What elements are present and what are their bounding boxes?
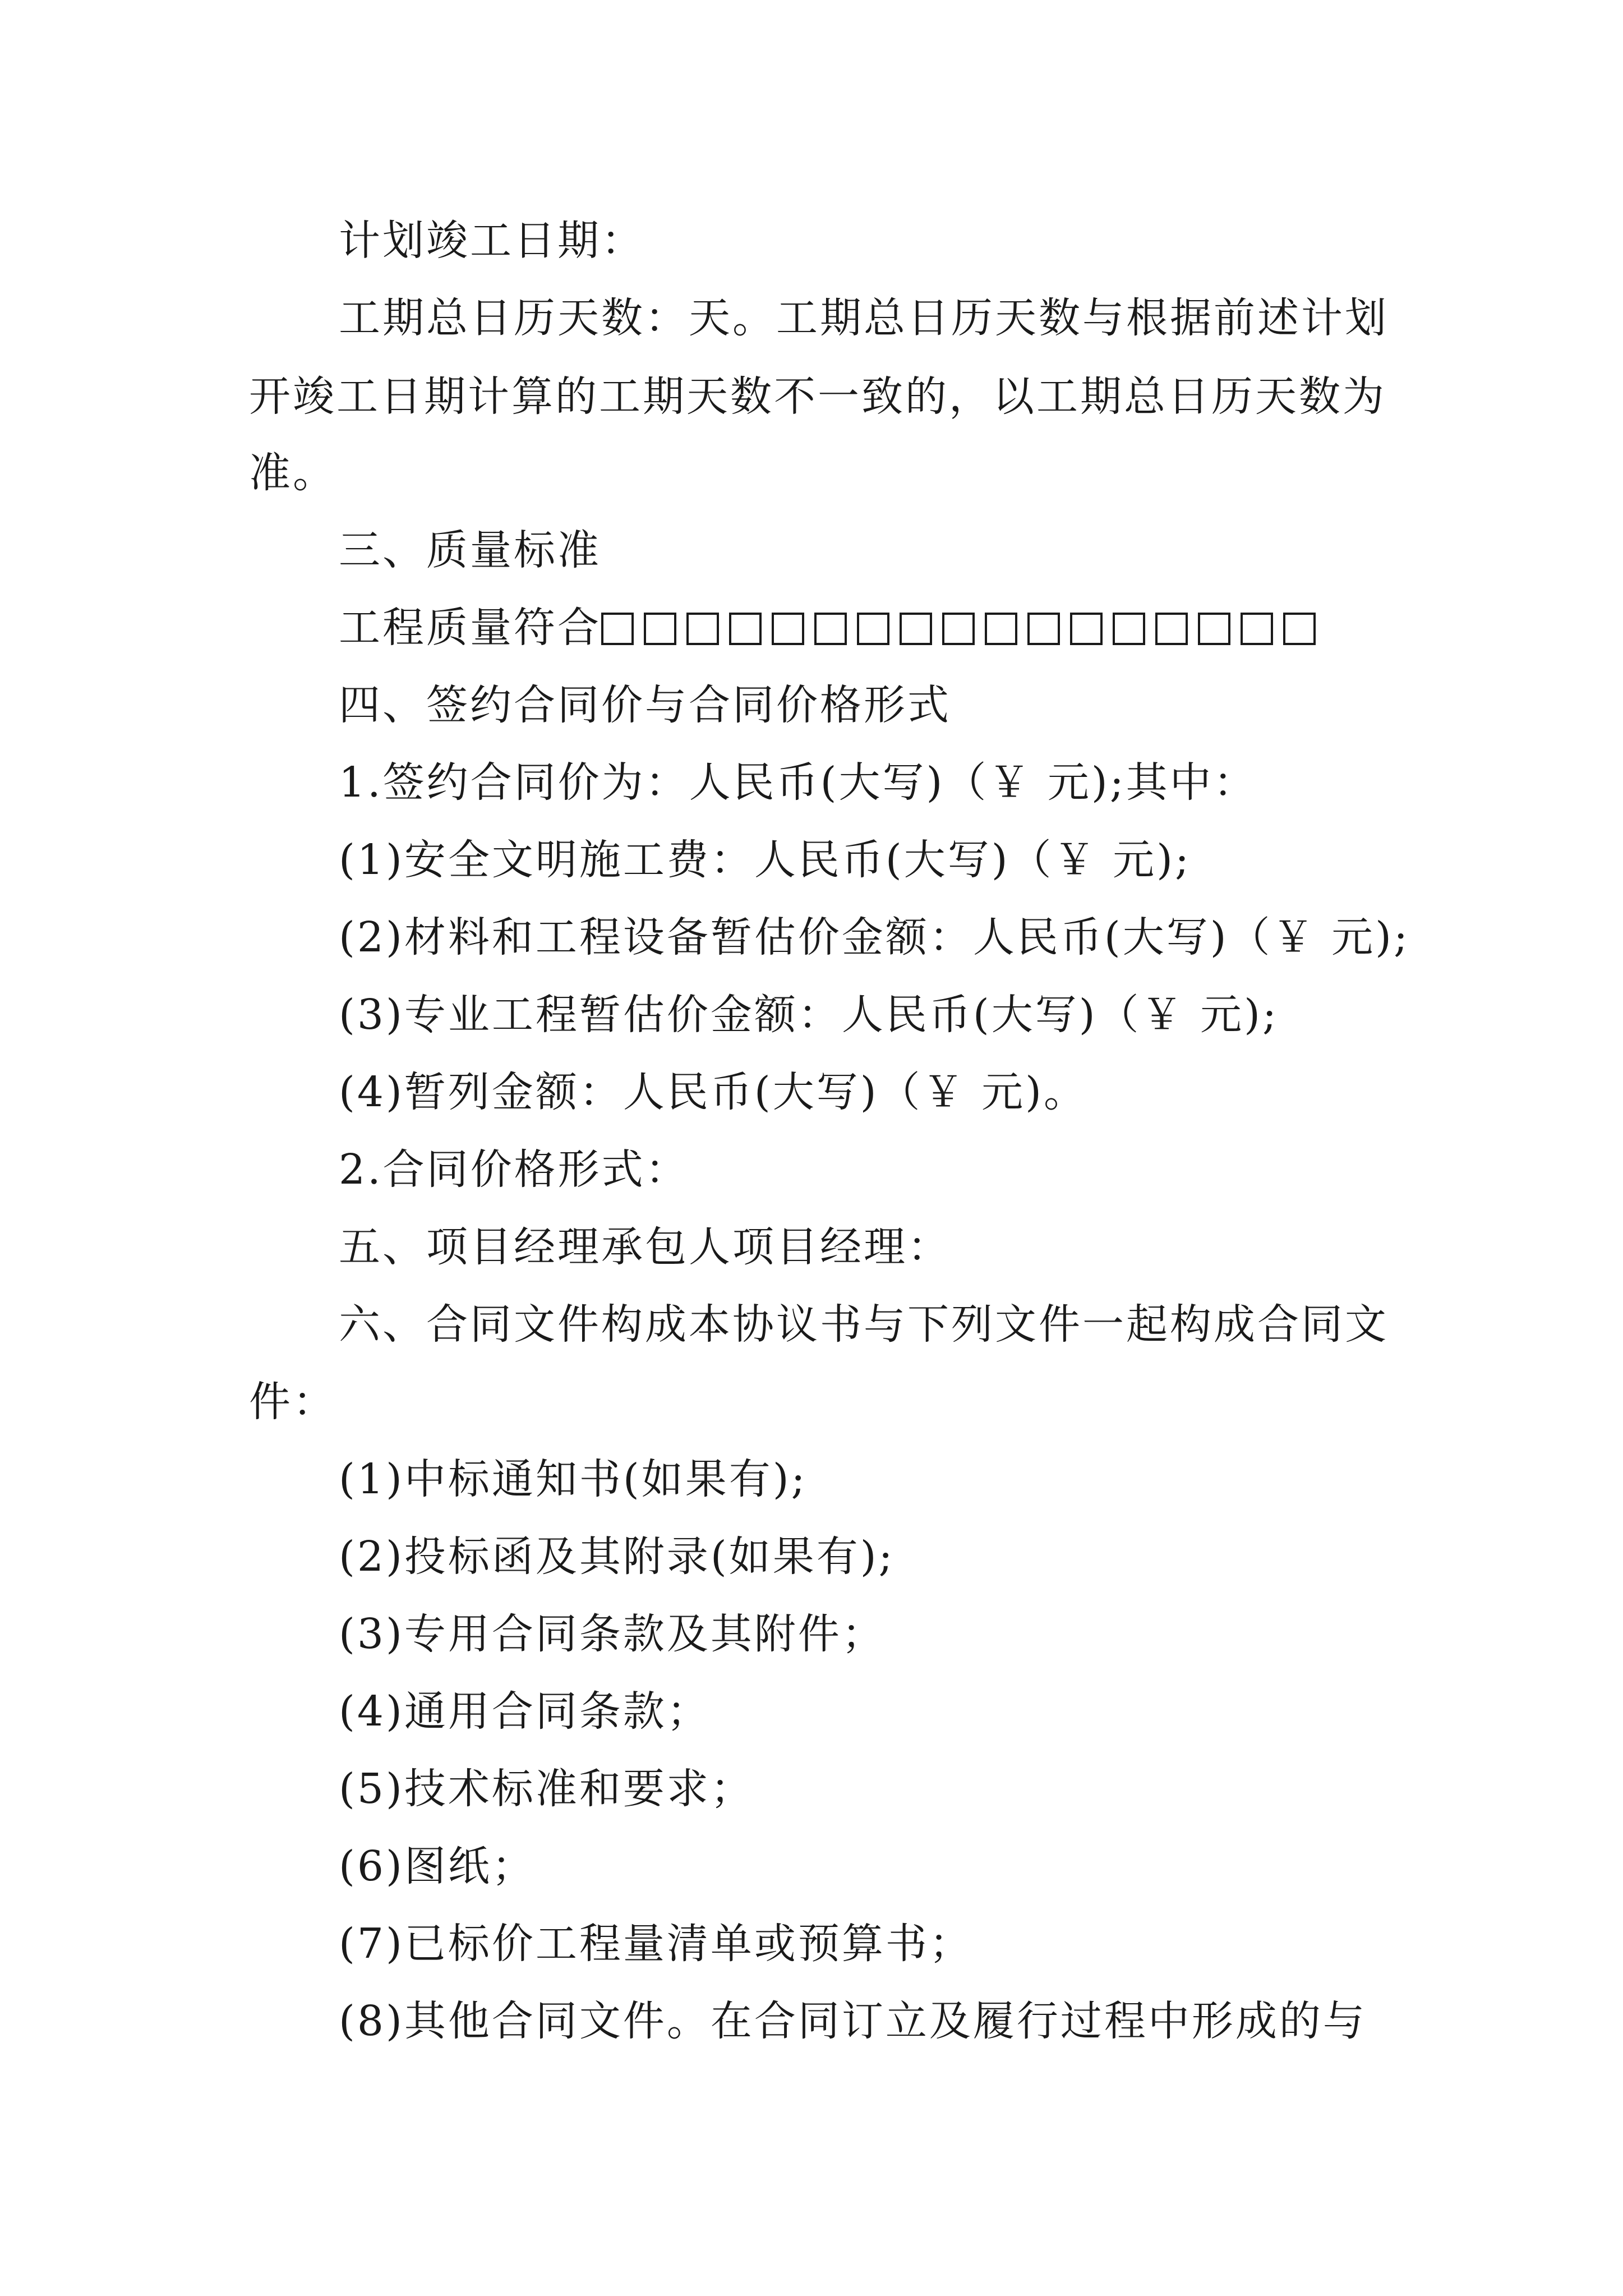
quality-blank-boxes xyxy=(601,607,1326,648)
blank-box xyxy=(601,613,634,645)
blank-box xyxy=(1198,613,1230,645)
text-line-contract-price: 1.签约合同价为：人民币(大写)（￥ 元);其中： xyxy=(339,758,1257,807)
blank-box xyxy=(857,613,889,645)
text-line-days-end: 准。 xyxy=(249,449,336,497)
blank-box xyxy=(900,613,932,645)
list-item-award-notice: (1)中标通知书(如果有); xyxy=(339,1455,808,1503)
blank-box xyxy=(814,613,847,645)
blank-box xyxy=(644,613,676,645)
blank-box xyxy=(1283,613,1316,645)
blank-box xyxy=(1155,613,1188,645)
blank-box xyxy=(1113,613,1145,645)
blank-box xyxy=(1027,613,1060,645)
blank-box xyxy=(942,613,975,645)
text-line-safety-fee: (1)安全文明施工费：人民币(大写)（￥ 元); xyxy=(339,836,1191,884)
list-item-special-terms: (3)专用合同条款及其附件； xyxy=(339,1610,886,1658)
blank-box xyxy=(686,613,719,645)
list-item-bid-letter: (2)投标函及其附录(如果有); xyxy=(339,1533,895,1581)
blank-box xyxy=(985,613,1017,645)
section-heading-quality: 三、质量标准 xyxy=(339,526,601,574)
section-heading-project-manager: 五、项目经理承包人项目经理： xyxy=(339,1223,951,1271)
text-line-price-form: 2.合同价格形式： xyxy=(339,1145,689,1194)
text-line-total-days: 工期总日历天数：天。工期总日历天数与根据前述计划 xyxy=(339,294,1389,342)
blank-box xyxy=(772,613,804,645)
list-item-technical-standards: (5)技术标准和要求； xyxy=(339,1765,754,1813)
list-item-drawings: (6)图纸； xyxy=(339,1842,536,1890)
text-line-provisional-sum: (4)暂列金额：人民币(大写)（￥ 元)。 xyxy=(339,1068,1087,1116)
text-line-planned-completion: 计划竣工日期： xyxy=(339,217,645,265)
list-item-general-terms: (4)通用合同条款； xyxy=(339,1687,711,1736)
blank-box xyxy=(1241,613,1273,645)
section-heading-contract-price: 四、签约合同价与合同价格形式 xyxy=(339,681,951,729)
text-line-days-continuation: 开竣工日期计算的工期天数不一致的，以工期总日历天数为 xyxy=(249,372,1386,421)
text-line-documents-continuation: 件： xyxy=(249,1378,336,1426)
text-line-professional-estimate: (3)专业工程暂估价金额：人民币(大写)（￥ 元); xyxy=(339,991,1279,1039)
text-line-material-estimate: (2)材料和工程设备暂估价金额：人民币(大写)（￥ 元); xyxy=(339,913,1410,961)
text-line-quality xyxy=(339,604,1326,652)
blank-box xyxy=(729,613,762,645)
list-item-priced-bill: (7)已标价工程量清单或预算书； xyxy=(339,1920,973,1968)
quality-label: 工程质量符合 xyxy=(339,604,601,652)
list-item-other-documents: (8)其他合同文件。在合同订立及履行过程中形成的与 xyxy=(339,1997,1367,2045)
section-heading-contract-documents: 六、合同文件构成本协议书与下列文件一起构成合同文 xyxy=(339,1300,1389,1349)
blank-box xyxy=(1070,613,1103,645)
